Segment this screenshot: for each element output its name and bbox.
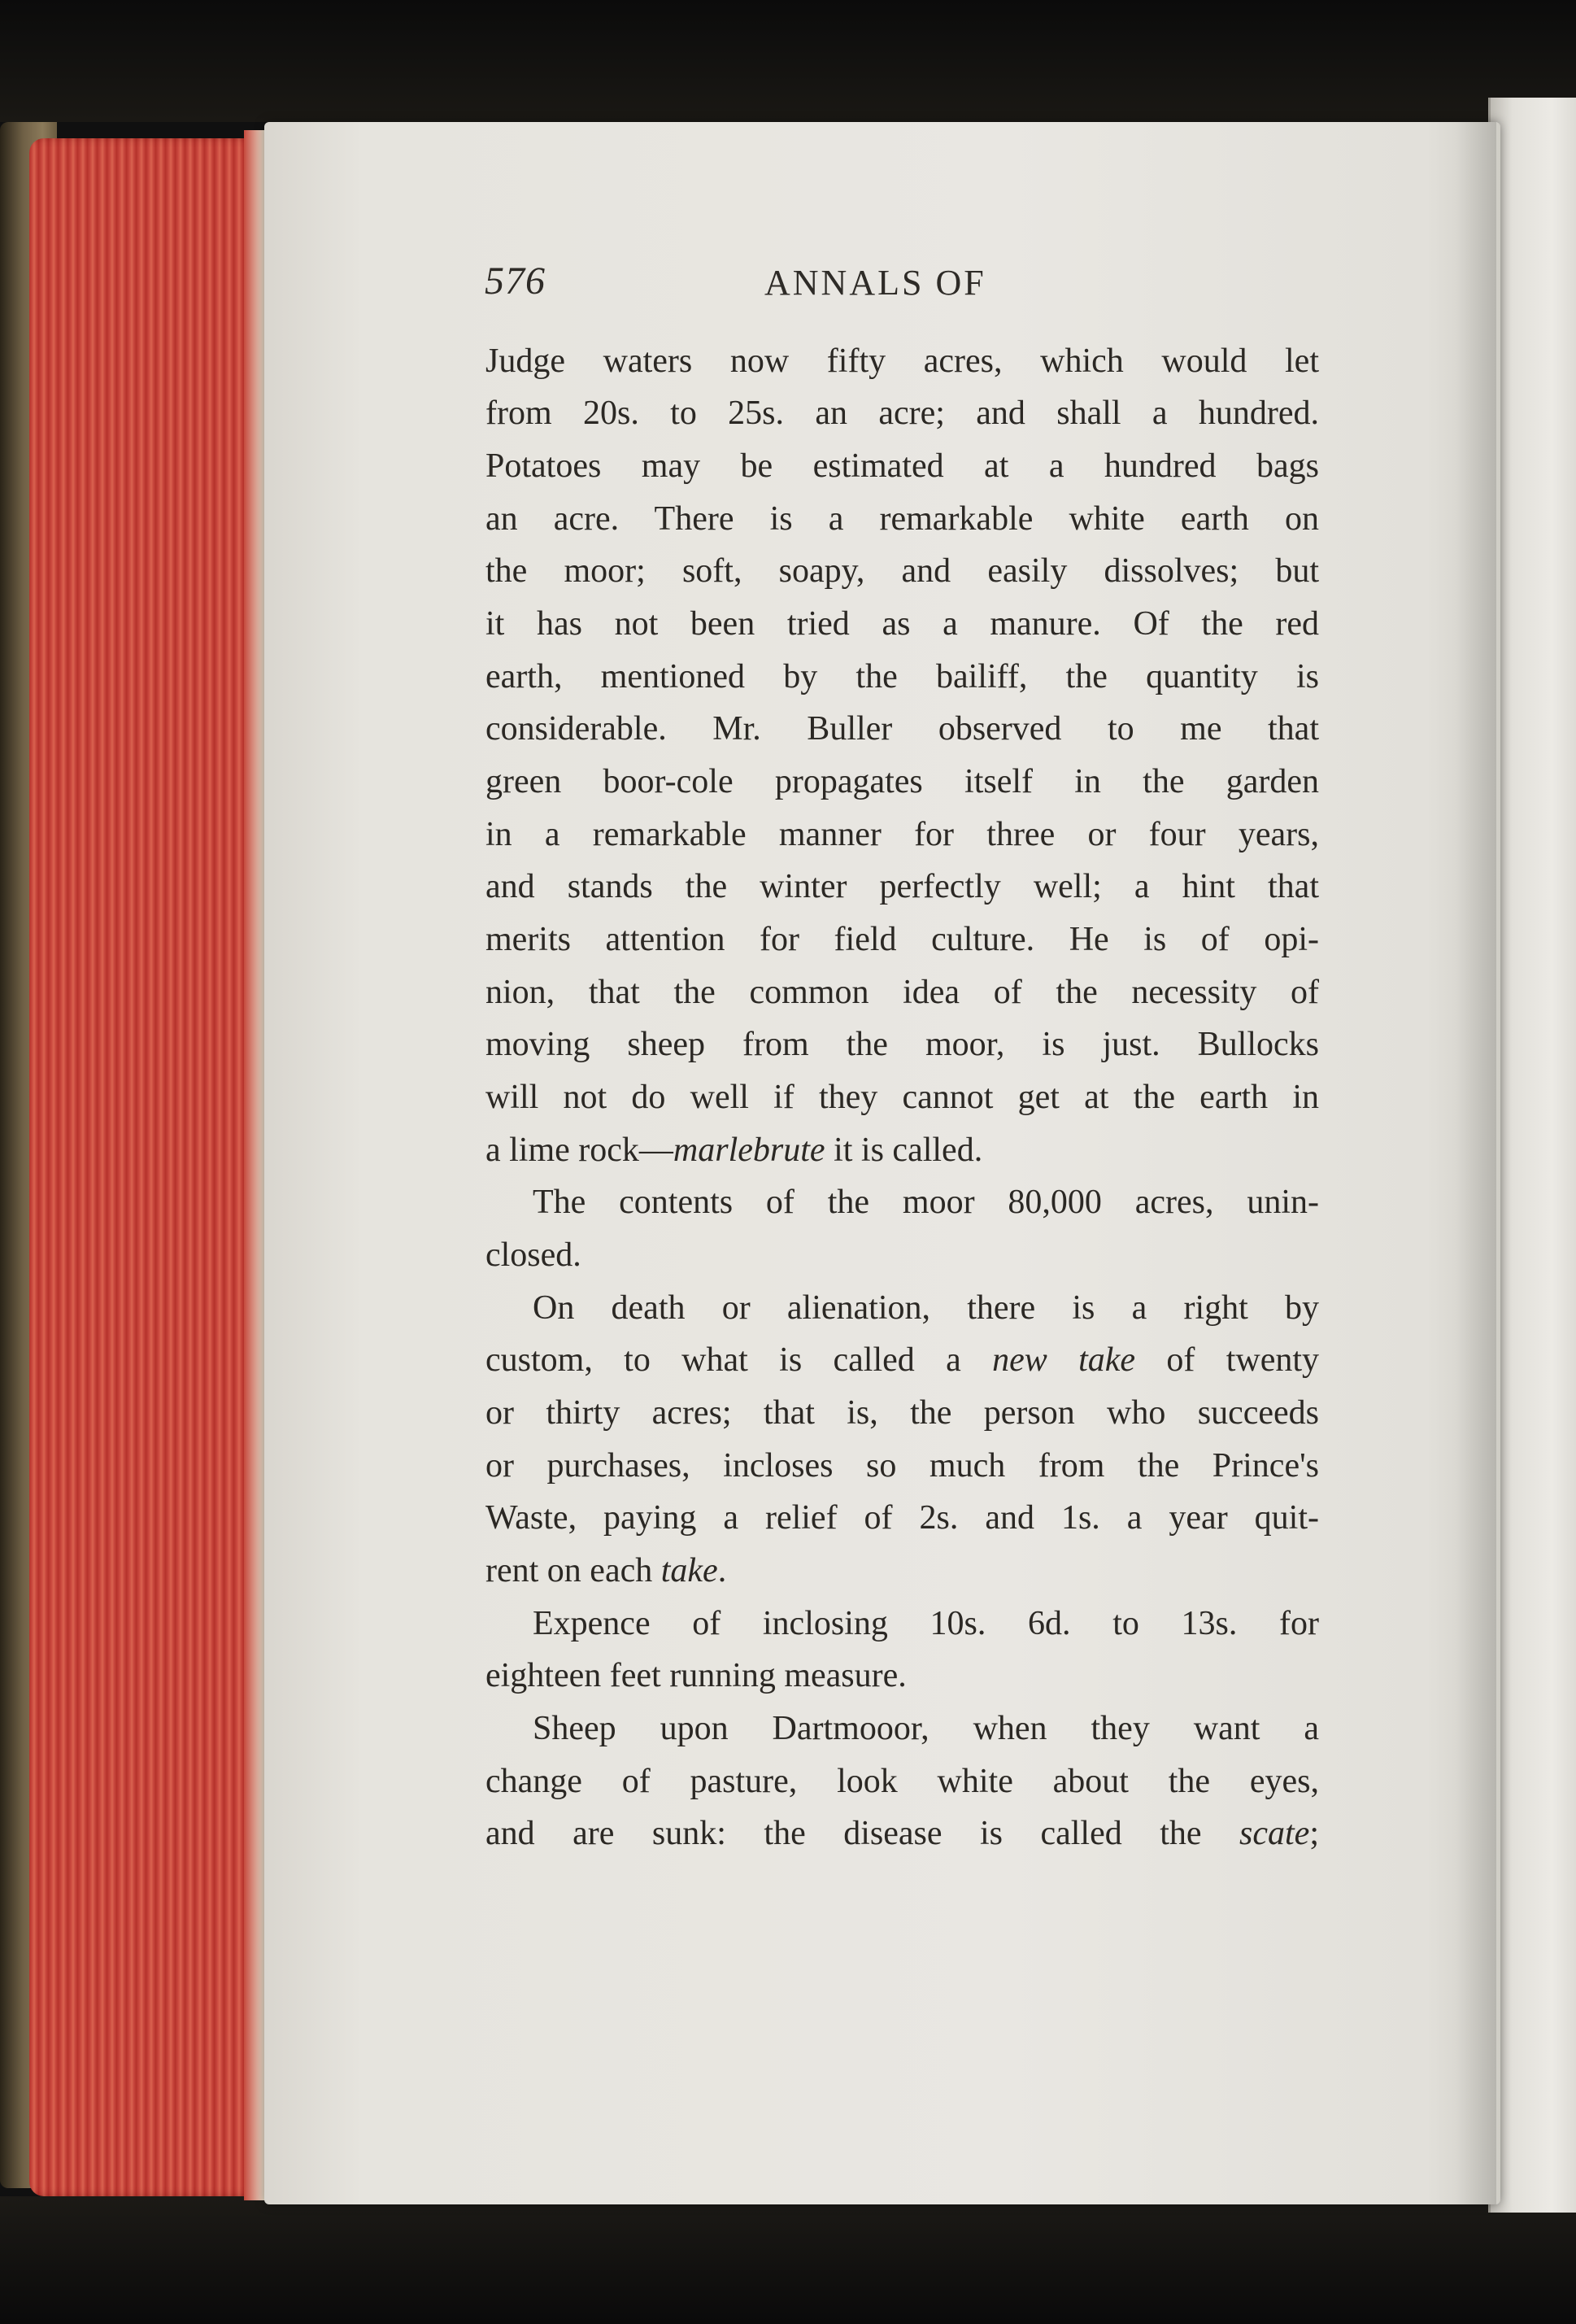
text-line: green boor-cole propagates itself in the garden [485, 763, 1319, 800]
text-line: moving sheep from the moor, is just. Bullocks [485, 1026, 1319, 1063]
text-line: closed. [485, 1236, 581, 1274]
text-line: it has not been tried as a manure. Of the red [485, 605, 1319, 643]
text-line: considerable. Mr. Buller observed to me that [485, 710, 1319, 748]
gutter-shadow [1456, 122, 1496, 2204]
paragraph-start: Expence of inclosing 10s. 6d. to 13s. for [533, 1605, 1319, 1642]
text-line: or thirty acres; that is, the person who succeeds [485, 1394, 1319, 1432]
text-line: and are sunk: the disease is called the scate; [485, 1815, 1319, 1852]
text-line: and stands the winter perfectly well; a hint that [485, 868, 1319, 905]
paragraph-start: The contents of the moor 80,000 acres, unin- [533, 1184, 1319, 1221]
text-line: merits attention for field culture. He is of opi- [485, 921, 1319, 958]
background-bottom [0, 2196, 1576, 2324]
paragraph-start: Sheep upon Dartmooor, when they want a [533, 1710, 1319, 1747]
running-head: ANNALS OF [764, 263, 986, 303]
text-line: change of pasture, look white about the eyes, [485, 1763, 1319, 1800]
text-line: Potatoes may be estimated at a hundred bags [485, 447, 1319, 485]
text-line: an acre. There is a remarkable white earth on [485, 500, 1319, 538]
text-line: or purchases, incloses so much from the Prince's [485, 1447, 1319, 1485]
paragraph-start: On death or alienation, there is a right by [533, 1289, 1319, 1327]
text-line: custom, to what is called a new take of twenty [485, 1341, 1320, 1379]
text-line: Waste, paying a relief of 2s. and 1s. a year quit- [485, 1499, 1319, 1537]
text-line: rent on each take. [485, 1552, 727, 1589]
text-line: earth, mentioned by the bailiff, the quantity is [485, 658, 1319, 695]
page-edges [29, 138, 273, 2196]
text-line: in a remarkable manner for three or four years, [485, 816, 1319, 853]
facing-page [1488, 98, 1576, 2213]
page-number: 576 [485, 259, 546, 303]
text-line: nion, that the common idea of the necessity of [485, 974, 1319, 1011]
text-line: the moor; soft, soapy, and easily dissolves; but [485, 552, 1319, 590]
text-line: eighteen feet running measure. [485, 1657, 907, 1694]
text-line: a lime rock—marlebrute it is called. [485, 1131, 983, 1169]
text-line: Judge waters now fifty acres, which would let [485, 342, 1319, 380]
background-top [0, 0, 1576, 122]
text-line: will not do well if they cannot get at the earth in [485, 1079, 1319, 1116]
text-line: from 20s. to 25s. an acre; and shall a hundred. [485, 395, 1319, 432]
